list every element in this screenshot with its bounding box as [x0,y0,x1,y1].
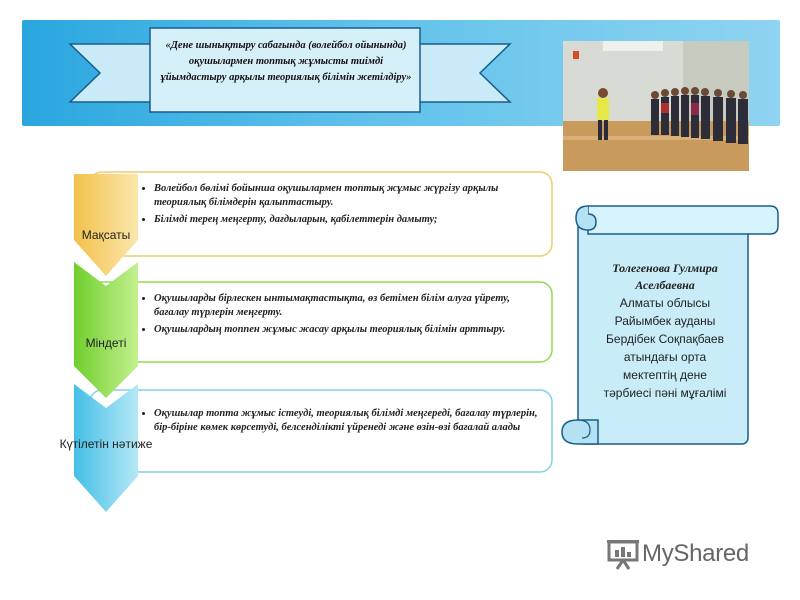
section-label-mindeti: Міндеті [85,336,127,350]
section-label-maksaty: Мақсаты [81,228,131,242]
author-name: Толегенова Гулмира Аселбаевна [612,261,718,292]
logo-text: MyShared [642,540,749,567]
author-line: Райымбек ауданы [614,314,716,328]
presentation-board-icon [606,538,642,570]
bullet-item: • Оқушылардың топпен жұмыс жасау арқылы теориялық білімін арттыру. [154,323,550,337]
author-line: тәрбиесі пәні мұғалімі [603,386,727,400]
bullet-item: • Волейбол бөлімі бойынша оқушылармен топтық жұмыс жүргізу арқылы теориялық білімдерін қалыптастыру. [154,182,550,210]
author-line: мектептің дене [623,368,707,382]
bullet-item: • Оқушыларды бірлескен ынтымақтастықта, өз бетімен білім алуға үйрету, бағалау түрлерін меңгерту. [154,292,550,320]
author-line: атындағы орта [623,350,707,364]
myshared-logo [606,538,749,570]
author-line: Алматы облысы [619,296,711,310]
author-info [585,260,745,402]
banner-title: «Дене шынықтыру сабағында (волейбол ойынында) оқушылармен топтық жұмысты тиімді ұйымдастыру арқылы теориялық білімін жетілдіру» [160,40,412,83]
section-label-natizhe: Күтілетін нәтиже [59,437,153,451]
bullet-item: • Оқушылар топта жұмыс істеуді, теориялық білімді меңгереді, бағалау түрлерін, бір-біріне көмек көрсетуді, белсенділікті үйренеді және өзін-өзі бағалай алады [154,407,550,435]
author-line: Бердібек Соқпақбаев [606,332,724,346]
bullet-item: • Білімді терең меңгерту, дағдыларын, қабілеттерін дамыту; [154,213,550,227]
